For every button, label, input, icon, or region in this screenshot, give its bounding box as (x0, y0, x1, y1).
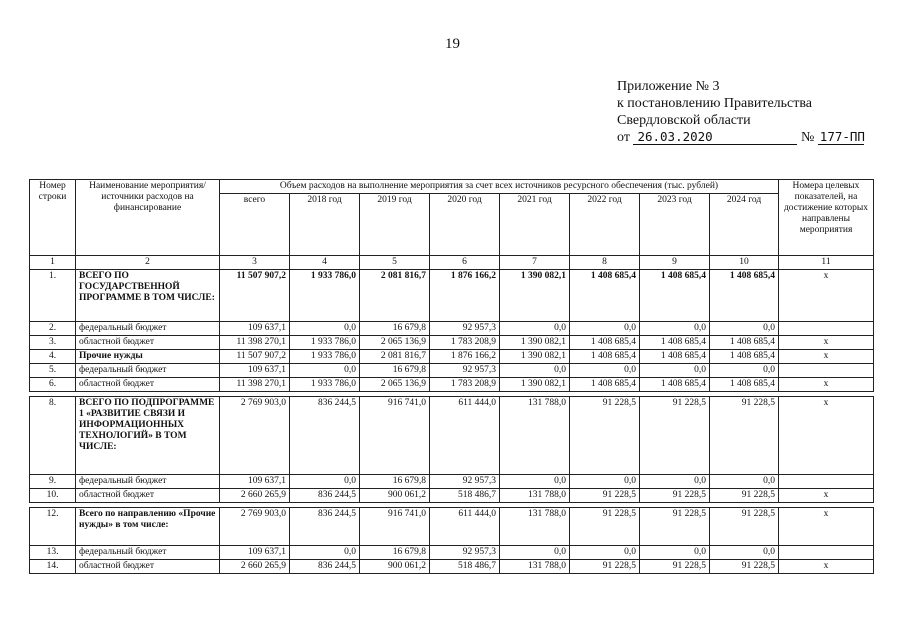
value-cell: 131 788,0 (500, 397, 570, 475)
value-cell: 916 741,0 (360, 508, 430, 546)
target-cell (779, 546, 874, 560)
value-cell: 1 390 082,1 (500, 270, 570, 322)
value-cell: 11 507 907,2 (220, 270, 290, 322)
target-cell: х (779, 489, 874, 503)
value-cell: 0,0 (710, 475, 779, 489)
value-cell: 109 637,1 (220, 475, 290, 489)
value-cell: 2 660 265,9 (220, 560, 290, 574)
value-cell: 0,0 (570, 322, 640, 336)
value-cell: 0,0 (710, 364, 779, 378)
value-cell: 0,0 (710, 322, 779, 336)
header-year: 2020 год (430, 194, 500, 256)
value-cell: 1 408 685,4 (640, 350, 710, 364)
value-cell: 0,0 (640, 475, 710, 489)
header-year: 2023 год (640, 194, 710, 256)
value-cell: 1 408 685,4 (710, 336, 779, 350)
value-cell: 2 660 265,9 (220, 489, 290, 503)
value-cell: 1 408 685,4 (570, 270, 640, 322)
value-cell: 16 679,8 (360, 546, 430, 560)
value-cell: 0,0 (570, 546, 640, 560)
value-cell: 91 228,5 (570, 489, 640, 503)
resolution-date: 26.03.2020 (633, 130, 797, 145)
value-cell: 836 244,5 (290, 489, 360, 503)
value-cell: 91 228,5 (570, 508, 640, 546)
value-cell: 1 408 685,4 (640, 378, 710, 392)
value-cell: 0,0 (500, 475, 570, 489)
value-cell: 1 390 082,1 (500, 350, 570, 364)
row-name-cell: областной бюджет (76, 489, 220, 503)
target-cell: х (779, 508, 874, 546)
value-cell: 1 408 685,4 (570, 378, 640, 392)
table-row (30, 560, 874, 574)
value-cell: 92 957,3 (430, 546, 500, 560)
value-cell: 91 228,5 (710, 560, 779, 574)
value-cell: 91 228,5 (640, 508, 710, 546)
target-cell (779, 475, 874, 489)
value-cell: 1 408 685,4 (710, 350, 779, 364)
value-cell: 109 637,1 (220, 364, 290, 378)
from-label: от (617, 130, 630, 145)
row-name-cell: ВСЕГО ПО ПОДПРОГРАММЕ 1 «РАЗВИТИЕ СВЯЗИ И ИНФОРМАЦИОННЫХ ТЕХНОЛОГИЙ» В ТОМ ЧИСЛЕ: (76, 397, 220, 475)
row-name-cell: областной бюджет (76, 560, 220, 574)
row-number-cell: 3. (30, 336, 76, 350)
row-number-cell: 13. (30, 546, 76, 560)
value-cell: 518 486,7 (430, 489, 500, 503)
header-year: 2022 год (570, 194, 640, 256)
value-cell: 611 444,0 (430, 508, 500, 546)
header-year: 2018 год (290, 194, 360, 256)
value-cell: 91 228,5 (570, 397, 640, 475)
value-cell: 1 408 685,4 (710, 378, 779, 392)
value-cell: 0,0 (570, 475, 640, 489)
header-name: Наименование мероприятия/ источники расходов на финансирование (76, 180, 220, 256)
row-number-cell: 1. (30, 270, 76, 322)
value-cell: 1 783 208,9 (430, 378, 500, 392)
value-cell: 2 065 136,9 (360, 336, 430, 350)
value-cell: 11 507 907,2 (220, 350, 290, 364)
value-cell: 92 957,3 (430, 322, 500, 336)
value-cell: 2 065 136,9 (360, 378, 430, 392)
target-cell: х (779, 350, 874, 364)
value-cell: 91 228,5 (570, 560, 640, 574)
target-cell: х (779, 560, 874, 574)
row-number-cell: 6. (30, 378, 76, 392)
target-cell (779, 322, 874, 336)
value-cell: 2 769 903,0 (220, 508, 290, 546)
target-cell: х (779, 270, 874, 322)
row-name-cell: федеральный бюджет (76, 322, 220, 336)
header-year: 2024 год (710, 194, 779, 256)
header-year: 2021 год (500, 194, 570, 256)
value-cell: 109 637,1 (220, 322, 290, 336)
table-row (30, 350, 874, 364)
value-cell: 836 244,5 (290, 560, 360, 574)
value-cell: 131 788,0 (500, 508, 570, 546)
value-cell: 900 061,2 (360, 489, 430, 503)
value-cell: 0,0 (290, 364, 360, 378)
value-cell: 0,0 (500, 322, 570, 336)
table-row (30, 378, 874, 392)
value-cell: 131 788,0 (500, 560, 570, 574)
value-cell: 2 081 816,7 (360, 270, 430, 322)
value-cell: 91 228,5 (640, 560, 710, 574)
target-cell: х (779, 336, 874, 350)
column-number: 8 (570, 256, 640, 270)
value-cell: 1 933 786,0 (290, 270, 360, 322)
column-number: 10 (710, 256, 779, 270)
table-row (30, 270, 874, 322)
table-row (30, 475, 874, 489)
table-row (30, 508, 874, 546)
value-cell: 0,0 (710, 546, 779, 560)
value-cell: 0,0 (640, 546, 710, 560)
row-name-cell: федеральный бюджет (76, 364, 220, 378)
value-cell: 91 228,5 (710, 508, 779, 546)
value-cell: 16 679,8 (360, 475, 430, 489)
column-number: 11 (779, 256, 874, 270)
value-cell: 611 444,0 (430, 397, 500, 475)
header-year: 2019 год (360, 194, 430, 256)
page-number: 19 (445, 36, 460, 52)
column-number: 1 (30, 256, 76, 270)
value-cell: 91 228,5 (640, 489, 710, 503)
value-cell: 109 637,1 (220, 546, 290, 560)
value-cell: 16 679,8 (360, 322, 430, 336)
value-cell: 836 244,5 (290, 397, 360, 475)
row-number-cell: 10. (30, 489, 76, 503)
value-cell: 1 408 685,4 (570, 336, 640, 350)
value-cell: 836 244,5 (290, 508, 360, 546)
value-cell: 11 398 270,1 (220, 378, 290, 392)
table-row (30, 546, 874, 560)
appendix-header (617, 78, 864, 146)
value-cell: 92 957,3 (430, 364, 500, 378)
value-cell: 1 408 685,4 (570, 350, 640, 364)
row-name-cell: федеральный бюджет (76, 546, 220, 560)
row-name-cell: ВСЕГО ПО ГОСУДАРСТВЕННОЙ ПРОГРАММЕ В ТОМ ЧИСЛЕ: (76, 270, 220, 322)
value-cell: 92 957,3 (430, 475, 500, 489)
header-targets: Номера целевых показателей, на достижение которых направлены мероприятия (779, 180, 874, 256)
column-number: 7 (500, 256, 570, 270)
target-cell: х (779, 378, 874, 392)
row-number-cell: 14. (30, 560, 76, 574)
column-number: 5 (360, 256, 430, 270)
value-cell: 916 741,0 (360, 397, 430, 475)
value-cell: 1 933 786,0 (290, 378, 360, 392)
value-cell: 0,0 (640, 364, 710, 378)
value-cell: 1 408 685,4 (640, 336, 710, 350)
value-cell: 0,0 (640, 322, 710, 336)
column-numbers-row (30, 256, 874, 270)
row-number-cell: 12. (30, 508, 76, 546)
row-number-cell: 9. (30, 475, 76, 489)
table-row (30, 322, 874, 336)
row-number-cell: 4. (30, 350, 76, 364)
row-number-cell: 2. (30, 322, 76, 336)
table-row (30, 364, 874, 378)
value-cell: 91 228,5 (640, 397, 710, 475)
table-row (30, 397, 874, 475)
value-cell: 1 390 082,1 (500, 336, 570, 350)
number-label: № (800, 130, 815, 145)
value-cell: 1 933 786,0 (290, 350, 360, 364)
target-cell: х (779, 397, 874, 475)
value-cell: 2 769 903,0 (220, 397, 290, 475)
value-cell: 1 933 786,0 (290, 336, 360, 350)
value-cell: 1 876 166,2 (430, 270, 500, 322)
appendix-region: Свердловской области (617, 113, 751, 128)
row-name-cell: областной бюджет (76, 336, 220, 350)
resolution-number: 177-ПП (819, 129, 865, 144)
table-row (30, 489, 874, 503)
value-cell: 518 486,7 (430, 560, 500, 574)
value-cell: 0,0 (290, 322, 360, 336)
appendix-resolution: к постановлению Правительства (617, 96, 813, 111)
value-cell: 1 783 208,9 (430, 336, 500, 350)
header-total: всего (220, 194, 290, 256)
value-cell: 900 061,2 (360, 560, 430, 574)
value-cell: 0,0 (500, 546, 570, 560)
value-cell: 0,0 (290, 546, 360, 560)
value-cell: 1 408 685,4 (710, 270, 779, 322)
value-cell: 0,0 (290, 475, 360, 489)
value-cell: 0,0 (500, 364, 570, 378)
row-name-cell: Всего по направлению «Прочие нужды» в том числе: (76, 508, 220, 546)
value-cell: 91 228,5 (710, 397, 779, 475)
target-cell (779, 364, 874, 378)
column-number: 2 (76, 256, 220, 270)
column-number: 4 (290, 256, 360, 270)
value-cell: 1 390 082,1 (500, 378, 570, 392)
row-name-cell: Прочие нужды (76, 350, 220, 364)
column-number: 9 (640, 256, 710, 270)
value-cell: 1 408 685,4 (640, 270, 710, 322)
header-row-number: Номер строки (30, 180, 76, 256)
header-volume: Объем расходов на выполнение мероприятия за счет всех источников ресурсного обеспечения (тыс. рублей) (220, 180, 779, 194)
row-number-cell: 8. (30, 397, 76, 475)
column-number: 3 (220, 256, 290, 270)
row-number-cell: 5. (30, 364, 76, 378)
table-row (30, 336, 874, 350)
value-cell: 1 876 166,2 (430, 350, 500, 364)
value-cell: 11 398 270,1 (220, 336, 290, 350)
budget-table (29, 179, 874, 574)
column-number: 6 (430, 256, 500, 270)
value-cell: 91 228,5 (710, 489, 779, 503)
value-cell: 16 679,8 (360, 364, 430, 378)
value-cell: 131 788,0 (500, 489, 570, 503)
row-name-cell: федеральный бюджет (76, 475, 220, 489)
appendix-title: Приложение № 3 (617, 79, 720, 94)
value-cell: 2 081 816,7 (360, 350, 430, 364)
value-cell: 0,0 (570, 364, 640, 378)
appendix-date-line (617, 129, 864, 146)
row-name-cell: областной бюджет (76, 378, 220, 392)
